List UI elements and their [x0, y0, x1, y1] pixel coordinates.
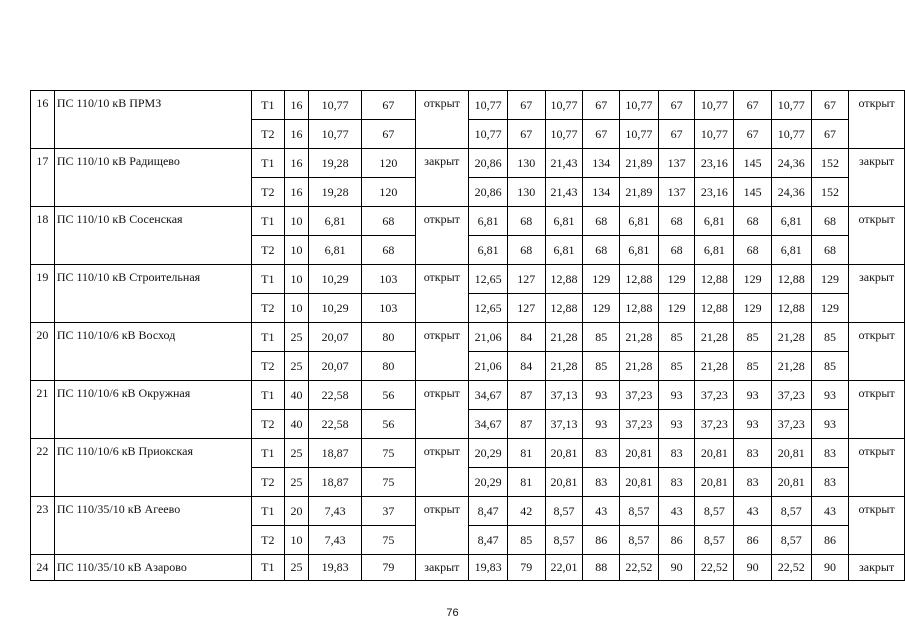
forecast-load-cell: 12,88: [620, 294, 659, 323]
load-cell: 20,07: [308, 323, 361, 352]
forecast-load-cell: 19,83: [469, 555, 508, 581]
forecast-load-cell: 21,28: [545, 323, 583, 352]
transformer-cell: Т1: [251, 149, 285, 178]
forecast-percent-cell: 93: [583, 381, 620, 410]
rated-power-cell: 25: [285, 439, 309, 468]
load-percent-cell: 103: [362, 265, 415, 294]
table-row: [31, 207, 905, 236]
forecast-load-cell: 6,81: [545, 207, 583, 236]
forecast-load-cell: 21,43: [545, 149, 583, 178]
status-before-cell: закрыт: [415, 149, 469, 207]
forecast-load-cell: 20,81: [620, 439, 659, 468]
forecast-load-cell: 21,28: [620, 352, 659, 381]
forecast-percent-cell: 129: [583, 265, 620, 294]
rated-power-cell: 40: [285, 410, 309, 439]
row-number-cell: 21: [31, 381, 55, 439]
forecast-load-cell: 21,28: [771, 323, 811, 352]
forecast-percent-cell: 79: [507, 555, 545, 581]
forecast-percent-cell: 83: [811, 439, 849, 468]
forecast-load-cell: 12,88: [695, 265, 734, 294]
forecast-percent-cell: 152: [811, 149, 849, 178]
forecast-load-cell: 21,28: [771, 352, 811, 381]
forecast-percent-cell: 68: [507, 236, 545, 265]
forecast-load-cell: 10,77: [771, 120, 811, 149]
forecast-load-cell: 8,57: [620, 497, 659, 526]
forecast-load-cell: 8,57: [695, 497, 734, 526]
forecast-load-cell: 34,67: [469, 410, 508, 439]
load-cell: 10,77: [308, 91, 361, 120]
load-percent-cell: 68: [362, 236, 415, 265]
status-after-cell: открыт: [849, 439, 905, 497]
forecast-percent-cell: 81: [507, 468, 545, 497]
transformer-cell: Т2: [251, 352, 285, 381]
substation-name-cell: ПС 110/10 кВ Строительная: [54, 265, 251, 323]
substation-name-cell: ПС 110/10/6 кВ Восход: [54, 323, 251, 381]
forecast-load-cell: 10,77: [695, 91, 734, 120]
status-after-cell: открыт: [849, 497, 905, 555]
forecast-percent-cell: 85: [507, 526, 545, 555]
forecast-percent-cell: 145: [734, 178, 772, 207]
forecast-load-cell: 37,23: [771, 410, 811, 439]
forecast-percent-cell: 86: [658, 526, 695, 555]
forecast-load-cell: 8,57: [771, 526, 811, 555]
forecast-load-cell: 6,81: [695, 207, 734, 236]
table-row: [31, 265, 905, 294]
forecast-load-cell: 20,86: [469, 178, 508, 207]
row-number-cell: 19: [31, 265, 55, 323]
forecast-percent-cell: 83: [658, 468, 695, 497]
forecast-load-cell: 20,81: [545, 439, 583, 468]
forecast-load-cell: 6,81: [469, 207, 508, 236]
forecast-percent-cell: 85: [811, 323, 849, 352]
transformer-cell: Т1: [251, 265, 285, 294]
transformer-cell: Т2: [251, 410, 285, 439]
status-after-cell: открыт: [849, 91, 905, 149]
load-percent-cell: 75: [362, 468, 415, 497]
load-percent-cell: 120: [362, 178, 415, 207]
forecast-load-cell: 22,52: [620, 555, 659, 581]
forecast-load-cell: 6,81: [620, 236, 659, 265]
forecast-percent-cell: 127: [507, 265, 545, 294]
forecast-load-cell: 22,01: [545, 555, 583, 581]
forecast-percent-cell: 93: [583, 410, 620, 439]
rated-power-cell: 25: [285, 555, 309, 581]
substation-name-cell: ПС 110/10/6 кВ Окружная: [54, 381, 251, 439]
forecast-percent-cell: 67: [583, 120, 620, 149]
forecast-percent-cell: 43: [811, 497, 849, 526]
forecast-load-cell: 10,77: [469, 120, 508, 149]
table-row: [31, 91, 905, 120]
forecast-percent-cell: 87: [507, 381, 545, 410]
table-row: [31, 439, 905, 468]
load-cell: 7,43: [308, 526, 361, 555]
forecast-load-cell: 23,16: [695, 149, 734, 178]
forecast-percent-cell: 85: [583, 323, 620, 352]
load-cell: 10,29: [308, 294, 361, 323]
forecast-load-cell: 6,81: [620, 207, 659, 236]
forecast-load-cell: 20,81: [695, 468, 734, 497]
forecast-load-cell: 23,16: [695, 178, 734, 207]
forecast-percent-cell: 83: [583, 468, 620, 497]
load-percent-cell: 120: [362, 149, 415, 178]
table-row: [31, 323, 905, 352]
forecast-percent-cell: 81: [507, 439, 545, 468]
forecast-percent-cell: 83: [583, 439, 620, 468]
forecast-percent-cell: 93: [734, 381, 772, 410]
forecast-percent-cell: 43: [583, 497, 620, 526]
forecast-percent-cell: 67: [811, 91, 849, 120]
forecast-percent-cell: 67: [734, 120, 772, 149]
row-number-cell: 18: [31, 207, 55, 265]
forecast-percent-cell: 129: [734, 294, 772, 323]
load-cell: 19,28: [308, 149, 361, 178]
forecast-percent-cell: 83: [658, 439, 695, 468]
forecast-load-cell: 24,36: [771, 149, 811, 178]
forecast-percent-cell: 68: [811, 207, 849, 236]
transformer-cell: Т2: [251, 526, 285, 555]
status-after-cell: закрыт: [849, 149, 905, 207]
forecast-percent-cell: 93: [811, 410, 849, 439]
status-before-cell: открыт: [415, 265, 469, 323]
forecast-percent-cell: 67: [734, 91, 772, 120]
forecast-percent-cell: 85: [811, 352, 849, 381]
forecast-percent-cell: 67: [507, 120, 545, 149]
forecast-load-cell: 6,81: [771, 207, 811, 236]
substation-name-cell: ПС 110/35/10 кВ Азарово: [54, 555, 251, 581]
forecast-load-cell: 8,57: [545, 497, 583, 526]
forecast-percent-cell: 85: [734, 323, 772, 352]
load-cell: 22,58: [308, 381, 361, 410]
forecast-percent-cell: 130: [507, 178, 545, 207]
forecast-load-cell: 12,88: [695, 294, 734, 323]
forecast-percent-cell: 68: [507, 207, 545, 236]
forecast-load-cell: 12,88: [771, 294, 811, 323]
forecast-load-cell: 8,57: [620, 526, 659, 555]
forecast-percent-cell: 67: [583, 91, 620, 120]
forecast-load-cell: 10,77: [545, 120, 583, 149]
forecast-percent-cell: 68: [734, 207, 772, 236]
load-cell: 7,43: [308, 497, 361, 526]
load-cell: 19,83: [308, 555, 361, 581]
row-number-cell: 20: [31, 323, 55, 381]
load-percent-cell: 75: [362, 526, 415, 555]
rated-power-cell: 25: [285, 352, 309, 381]
forecast-load-cell: 6,81: [771, 236, 811, 265]
load-percent-cell: 67: [362, 120, 415, 149]
forecast-load-cell: 10,77: [620, 91, 659, 120]
load-cell: 20,07: [308, 352, 361, 381]
forecast-percent-cell: 137: [658, 178, 695, 207]
forecast-percent-cell: 43: [658, 497, 695, 526]
load-percent-cell: 80: [362, 323, 415, 352]
forecast-load-cell: 20,81: [545, 468, 583, 497]
transformer-cell: Т1: [251, 497, 285, 526]
forecast-load-cell: 22,52: [695, 555, 734, 581]
row-number-cell: 17: [31, 149, 55, 207]
forecast-load-cell: 37,23: [695, 410, 734, 439]
forecast-load-cell: 22,52: [771, 555, 811, 581]
transformer-cell: Т1: [251, 439, 285, 468]
forecast-percent-cell: 93: [658, 381, 695, 410]
table-row: [31, 497, 905, 526]
substation-name-cell: ПС 110/10/6 кВ Приокская: [54, 439, 251, 497]
forecast-load-cell: 37,23: [695, 381, 734, 410]
forecast-load-cell: 10,77: [469, 91, 508, 120]
forecast-percent-cell: 83: [734, 439, 772, 468]
forecast-percent-cell: 127: [507, 294, 545, 323]
forecast-load-cell: 21,28: [545, 352, 583, 381]
forecast-load-cell: 21,89: [620, 178, 659, 207]
forecast-load-cell: 6,81: [469, 236, 508, 265]
forecast-percent-cell: 68: [583, 207, 620, 236]
forecast-load-cell: 12,65: [469, 294, 508, 323]
rated-power-cell: 10: [285, 526, 309, 555]
forecast-load-cell: 37,13: [545, 381, 583, 410]
status-before-cell: закрыт: [415, 555, 469, 581]
rated-power-cell: 16: [285, 149, 309, 178]
status-after-cell: закрыт: [849, 555, 905, 581]
substation-name-cell: ПС 110/35/10 кВ Агеево: [54, 497, 251, 555]
status-after-cell: открыт: [849, 207, 905, 265]
load-percent-cell: 56: [362, 410, 415, 439]
rated-power-cell: 20: [285, 497, 309, 526]
forecast-load-cell: 10,77: [620, 120, 659, 149]
status-after-cell: закрыт: [849, 265, 905, 323]
forecast-percent-cell: 134: [583, 178, 620, 207]
transformer-cell: Т1: [251, 91, 285, 120]
forecast-load-cell: 20,81: [771, 468, 811, 497]
transformer-cell: Т1: [251, 207, 285, 236]
forecast-load-cell: 21,28: [695, 323, 734, 352]
forecast-load-cell: 8,47: [469, 497, 508, 526]
forecast-percent-cell: 68: [734, 236, 772, 265]
substation-name-cell: ПС 110/10 кВ ПРМЗ: [54, 91, 251, 149]
status-before-cell: открыт: [415, 439, 469, 497]
table-row: [31, 149, 905, 178]
transformer-cell: Т2: [251, 236, 285, 265]
status-before-cell: открыт: [415, 497, 469, 555]
forecast-percent-cell: 88: [583, 555, 620, 581]
load-cell: 10,77: [308, 120, 361, 149]
forecast-load-cell: 20,81: [771, 439, 811, 468]
forecast-load-cell: 12,88: [545, 265, 583, 294]
rated-power-cell: 10: [285, 265, 309, 294]
forecast-percent-cell: 68: [583, 236, 620, 265]
forecast-load-cell: 21,43: [545, 178, 583, 207]
load-cell: 22,58: [308, 410, 361, 439]
status-before-cell: открыт: [415, 207, 469, 265]
rated-power-cell: 10: [285, 236, 309, 265]
forecast-percent-cell: 83: [734, 468, 772, 497]
forecast-load-cell: 20,29: [469, 439, 508, 468]
load-cell: 6,81: [308, 207, 361, 236]
load-percent-cell: 80: [362, 352, 415, 381]
forecast-load-cell: 8,57: [545, 526, 583, 555]
forecast-load-cell: 24,36: [771, 178, 811, 207]
forecast-percent-cell: 93: [658, 410, 695, 439]
rated-power-cell: 16: [285, 91, 309, 120]
forecast-load-cell: 20,29: [469, 468, 508, 497]
forecast-load-cell: 8,57: [771, 497, 811, 526]
load-cell: 18,87: [308, 439, 361, 468]
forecast-load-cell: 37,23: [771, 381, 811, 410]
rated-power-cell: 25: [285, 323, 309, 352]
forecast-load-cell: 20,81: [695, 439, 734, 468]
forecast-percent-cell: 129: [811, 294, 849, 323]
forecast-load-cell: 6,81: [695, 236, 734, 265]
forecast-percent-cell: 42: [507, 497, 545, 526]
forecast-percent-cell: 85: [658, 352, 695, 381]
forecast-percent-cell: 43: [734, 497, 772, 526]
status-before-cell: открыт: [415, 323, 469, 381]
forecast-load-cell: 20,86: [469, 149, 508, 178]
page-number: 76: [446, 607, 459, 619]
forecast-percent-cell: 84: [507, 352, 545, 381]
forecast-load-cell: 8,57: [695, 526, 734, 555]
forecast-load-cell: 37,23: [620, 381, 659, 410]
forecast-load-cell: 12,65: [469, 265, 508, 294]
forecast-load-cell: 34,67: [469, 381, 508, 410]
forecast-percent-cell: 67: [507, 91, 545, 120]
forecast-percent-cell: 86: [583, 526, 620, 555]
rated-power-cell: 25: [285, 468, 309, 497]
status-before-cell: открыт: [415, 91, 469, 149]
status-after-cell: открыт: [849, 323, 905, 381]
transformer-cell: Т2: [251, 178, 285, 207]
load-cell: 18,87: [308, 468, 361, 497]
forecast-percent-cell: 90: [658, 555, 695, 581]
forecast-load-cell: 10,77: [545, 91, 583, 120]
forecast-load-cell: 21,06: [469, 352, 508, 381]
forecast-percent-cell: 129: [658, 265, 695, 294]
rated-power-cell: 10: [285, 294, 309, 323]
forecast-load-cell: 37,23: [620, 410, 659, 439]
forecast-percent-cell: 86: [811, 526, 849, 555]
forecast-percent-cell: 90: [811, 555, 849, 581]
forecast-percent-cell: 129: [811, 265, 849, 294]
forecast-percent-cell: 129: [658, 294, 695, 323]
forecast-percent-cell: 93: [811, 381, 849, 410]
forecast-load-cell: 12,88: [620, 265, 659, 294]
forecast-percent-cell: 129: [583, 294, 620, 323]
transformer-cell: Т2: [251, 120, 285, 149]
substation-name-cell: ПС 110/10 кВ Радищево: [54, 149, 251, 207]
load-percent-cell: 68: [362, 207, 415, 236]
forecast-percent-cell: 152: [811, 178, 849, 207]
rated-power-cell: 16: [285, 178, 309, 207]
forecast-percent-cell: 86: [734, 526, 772, 555]
forecast-load-cell: 10,77: [695, 120, 734, 149]
forecast-percent-cell: 87: [507, 410, 545, 439]
load-percent-cell: 103: [362, 294, 415, 323]
forecast-load-cell: 12,88: [771, 265, 811, 294]
forecast-percent-cell: 67: [658, 91, 695, 120]
substation-name-cell: ПС 110/10 кВ Сосенская: [54, 207, 251, 265]
load-percent-cell: 75: [362, 439, 415, 468]
rated-power-cell: 10: [285, 207, 309, 236]
load-percent-cell: 56: [362, 381, 415, 410]
transformer-cell: Т2: [251, 294, 285, 323]
forecast-percent-cell: 134: [583, 149, 620, 178]
forecast-load-cell: 10,77: [771, 91, 811, 120]
forecast-load-cell: 12,88: [545, 294, 583, 323]
forecast-load-cell: 21,06: [469, 323, 508, 352]
forecast-percent-cell: 85: [658, 323, 695, 352]
forecast-percent-cell: 67: [658, 120, 695, 149]
load-percent-cell: 37: [362, 497, 415, 526]
row-number-cell: 24: [31, 555, 55, 581]
forecast-percent-cell: 145: [734, 149, 772, 178]
forecast-percent-cell: 68: [658, 207, 695, 236]
forecast-load-cell: 21,28: [695, 352, 734, 381]
status-before-cell: открыт: [415, 381, 469, 439]
forecast-percent-cell: 84: [507, 323, 545, 352]
rated-power-cell: 16: [285, 120, 309, 149]
row-number-cell: 16: [31, 91, 55, 149]
transformer-cell: Т2: [251, 468, 285, 497]
forecast-percent-cell: 93: [734, 410, 772, 439]
forecast-load-cell: 8,47: [469, 526, 508, 555]
forecast-load-cell: 6,81: [545, 236, 583, 265]
table-row: [31, 555, 905, 581]
transformer-cell: Т1: [251, 323, 285, 352]
forecast-percent-cell: 67: [811, 120, 849, 149]
forecast-load-cell: 21,28: [620, 323, 659, 352]
forecast-percent-cell: 68: [811, 236, 849, 265]
status-after-cell: открыт: [849, 381, 905, 439]
forecast-percent-cell: 68: [658, 236, 695, 265]
load-cell: 10,29: [308, 265, 361, 294]
forecast-percent-cell: 90: [734, 555, 772, 581]
load-percent-cell: 79: [362, 555, 415, 581]
forecast-percent-cell: 83: [811, 468, 849, 497]
transformer-cell: Т1: [251, 555, 285, 581]
transformer-cell: Т1: [251, 381, 285, 410]
forecast-percent-cell: 85: [583, 352, 620, 381]
forecast-percent-cell: 85: [734, 352, 772, 381]
forecast-percent-cell: 129: [734, 265, 772, 294]
load-cell: 6,81: [308, 236, 361, 265]
substation-load-table: [30, 90, 905, 581]
row-number-cell: 22: [31, 439, 55, 497]
forecast-load-cell: 37,13: [545, 410, 583, 439]
row-number-cell: 23: [31, 497, 55, 555]
forecast-percent-cell: 130: [507, 149, 545, 178]
forecast-percent-cell: 137: [658, 149, 695, 178]
table-row: [31, 381, 905, 410]
load-cell: 19,28: [308, 178, 361, 207]
forecast-load-cell: 20,81: [620, 468, 659, 497]
load-percent-cell: 67: [362, 91, 415, 120]
rated-power-cell: 40: [285, 381, 309, 410]
forecast-load-cell: 21,89: [620, 149, 659, 178]
